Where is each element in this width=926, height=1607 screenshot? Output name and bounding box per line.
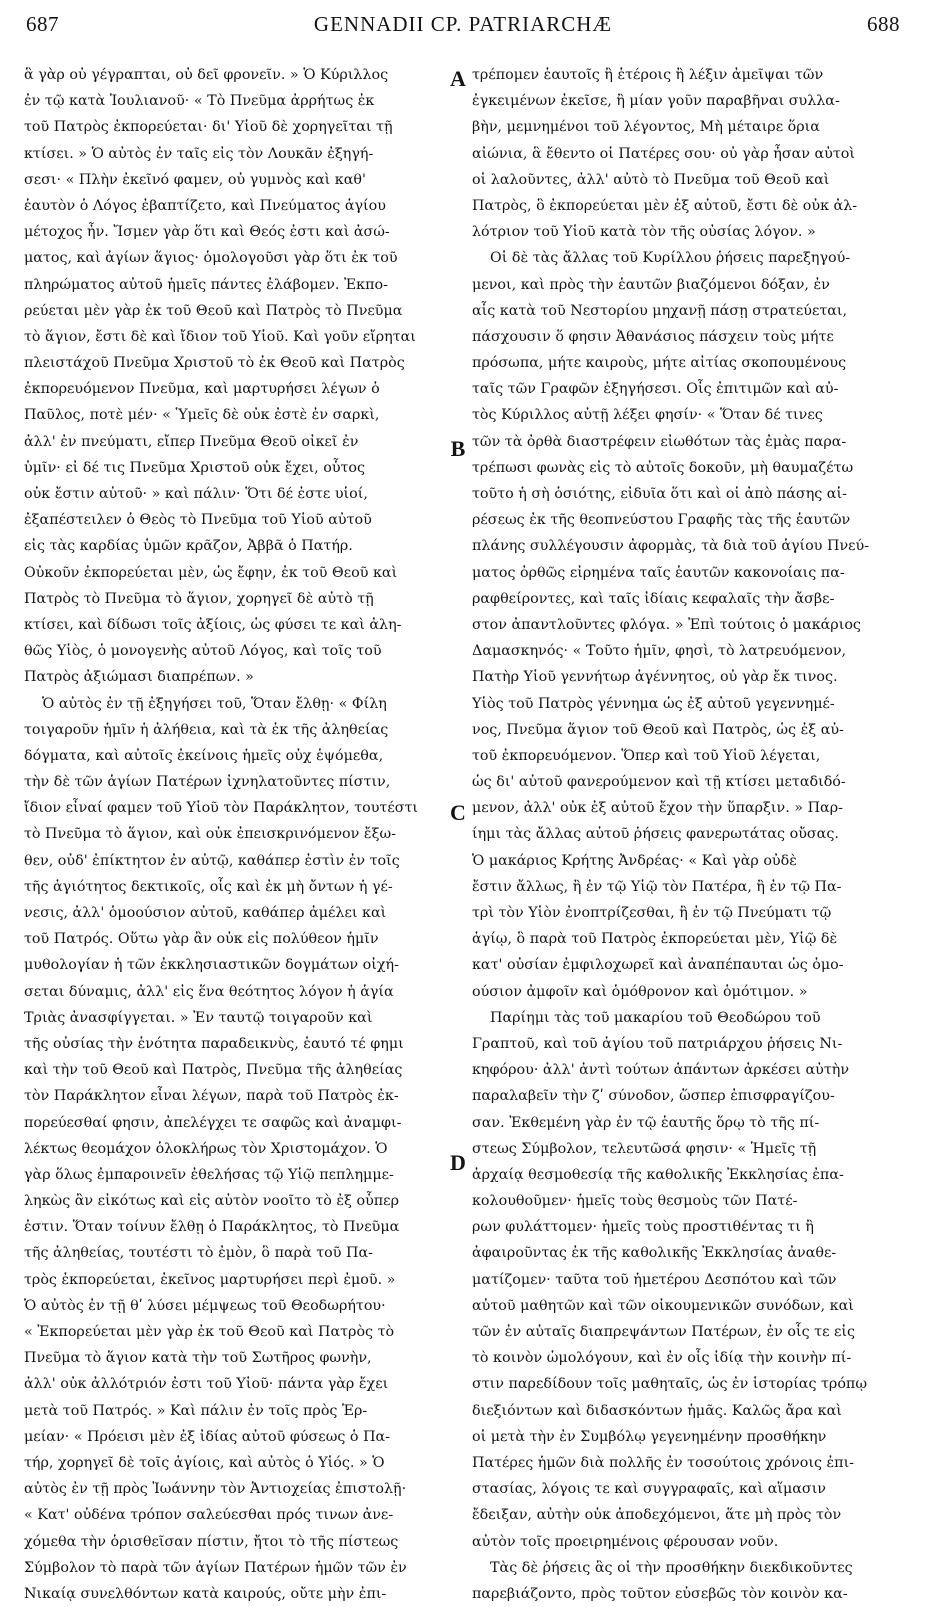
text-line: πορεύεσθαί φησιν, ἀπελέγχει τε σαφῶς καὶ ἀναμφι- — [24, 1114, 402, 1131]
text-line: μενον, ἀλλ' οὐκ ἐξ αὐτοῦ ἔχον τὴν ὕπαρξιν. » Παρ- — [472, 800, 843, 817]
text-line: βὴν, μεμνημένοι τοῦ λέγοντος, Μὴ μέταιρε ὅρια — [472, 119, 820, 136]
text-line: ἀρχαίᾳ θεσμοθεσίᾳ τῆς καθολικῆς Ἐκκλησίας ἐπα- — [472, 1166, 844, 1183]
text-line: χόμεθα τὴν ὁρισθεῖσαν πίστιν, ἤτοι τὸ τῆς πίστεως — [24, 1533, 399, 1550]
text-line: πάσχουσιν ὅ φησιν Ἀθανάσιος πάσχειν τοὺς μήτε — [472, 328, 834, 345]
text-line: κτίσει, καὶ δίδωσι τοῖς ἀξίοις, ὡς φύσει τε καὶ ἀλη- — [24, 616, 402, 633]
text-line: ραφθείροντες, καὶ ταῖς ἰδίαις κεφαλαῖς τὴν ἄσβε- — [472, 590, 835, 607]
text-line: θῶς Υἱὸς, ὁ μονογενὴς αὐτοῦ Λόγος, καὶ τοῖς τοῦ — [24, 643, 382, 660]
text-line: τὸ κοινὸν ὡμολόγουν, καὶ ἐν οἷς ἰδίᾳ τὴν κοινὴν πί- — [472, 1350, 852, 1367]
text-line: τῶν ἐν αὐταῖς διαπρεψάντων Πατέρων, ἐν οἷς τε εἰς — [472, 1324, 856, 1340]
text-line: ἔστιν ἄλλως, ἢ ἐν τῷ Υἱῷ τὸν Πατέρα, ἢ ἐν τῷ Πα- — [472, 878, 842, 895]
text-line: εἰς τὰς καρδίας ὑμῶν κρᾶζον, Ἀββᾶ ὁ Πατήρ. — [24, 538, 353, 555]
section-marker-d: D — [450, 1150, 466, 1175]
text-line: νος, Πνεῦμα ἅγιον τοῦ Θεοῦ καὶ Πατρὸς, ὡς ἐξ αὐ- — [472, 721, 844, 738]
text-line: αὐτὸς ἐν τῇ πρὸς Ἰωάννην τὸν Ἀντιοχείας ἐπιστολῇ· — [24, 1481, 407, 1498]
right-text-column — [472, 62, 906, 1607]
text-line: μείαν· « Πρόεισι μὲν ἐξ ἰδίας αὐτοῦ φύσεως ὁ Πα- — [24, 1428, 391, 1445]
text-line: τῆς ἀληθείας, τουτέστι τὸ ἐμὸν, ὃ παρὰ τοῦ Πα- — [24, 1245, 373, 1262]
text-line: πλάνης συλλέγουσιν ἀφορμὰς, τὰ διὰ τοῦ ἁγίου Πνεύ- — [472, 538, 870, 555]
text-line: πληρώματος αὐτοῦ ἡμεῖς πάντες ἐλάβομεν. Ἐκπο- — [24, 276, 388, 293]
text-line: μενοι, καὶ πρὸς τὴν ἑαυτῶν βιαζόμενοι δόξαν, ἐν — [472, 276, 830, 293]
text-line: Ὁ αὐτὸς ἐν τῇ θʹ λύσει μέμψεως τοῦ Θεοδωρήτου· — [24, 1297, 386, 1314]
text-line: Υἱὸς τοῦ Πατρὸς γέννημα ὡς ἐξ αὐτοῦ γεγεννημέ- — [472, 695, 835, 712]
text-line: τοῦ Πατρός. Οὕτω γὰρ ἂν οὐκ εἰς πολύθεον ἡμῖν — [24, 931, 379, 948]
text-line: αὐτοῦ μαθητῶν καὶ τῶν οἰκουμενικῶν συνόδων, καὶ — [472, 1297, 854, 1314]
text-line: ἔδειξαν, αὐτὴν οὐκ ἀποδεχόμενοι, ἅτε μὴ πρὸς τὸν — [472, 1507, 842, 1524]
text-line: τοιγαροῦν ἡμῖν ἡ ἀλήθεια, καὶ τὰ ἐκ τῆς ἀληθείας — [24, 721, 389, 738]
text-line: αὐτὸν τοῖς προειρημένοις φέρουσαν νοῦν. — [472, 1533, 779, 1550]
text-line: πρόσωπα, μήτε καιροὺς, μήτε αἰτίας σκοπουμένους — [472, 355, 847, 372]
text-line: πλειστάχοῦ Πνεῦμα Χριστοῦ τὸ ἐκ Θεοῦ καὶ Πατρὸς — [24, 355, 405, 372]
text-line: τρέπομεν ἑαυτοῖς ἢ ἑτέροις ἢ λέξιν ἀμεῖψαι τῶν — [472, 67, 824, 83]
text-line: Παρίημι τὰς τοῦ μακαρίου τοῦ Θεοδώρου τοῦ — [490, 1009, 821, 1026]
text-line: ίημι τὰς ἄλλας αὐτοῦ ῥήσεις φανερωτάτας οὔσας. — [472, 826, 839, 843]
text-line: ἐγκειμένων ἐκεῖσε, ἢ μίαν γοῦν παραβῆναι συλλα- — [472, 93, 840, 110]
text-line: Γραπτοῦ, καὶ τοῦ ἁγίου τοῦ πατριάρχου ῥήσεις Νι- — [472, 1035, 843, 1052]
text-line: θεν, οὐδ' ἐπίκτητον ἐν αὐτῷ, καθάπερ ἐστὶν ἐν τοῖς — [24, 852, 400, 869]
text-line: ρέσεως ἐκ τῆς θεοπνεύστου Γραφῆς τὰς τῆς ἑαυτῶν — [472, 512, 851, 529]
left-page-number: 687 — [26, 12, 59, 36]
text-line: τὴν δὲ τῶν ἁγίων Πατέρων ἰχνηλατοῦντες πίστιν, — [24, 774, 391, 791]
text-line: τῶν τὰ ὀρθὰ διαστρέφειν εἰωθότων τὰς ἐμὰς παρα- — [472, 433, 847, 450]
text-line: ούσιον ἀμφοῖν καὶ ὁμόθρονον καὶ ὁμότιμον. » — [472, 983, 808, 1000]
text-line: Νικαίᾳ συνελθόντων κατὰ καιρούς, οὔτε μὴν ἐπι- — [24, 1585, 387, 1602]
text-line: ἐστιν. Ὅταν τοίνυν ἔλθῃ ὁ Παράκλητος, τὸ Πνεῦμα — [24, 1219, 400, 1236]
text-line: τρὸς ἐκπορεύεται, ἐκεῖνος μαρτυρήσει περὶ ἐμοῦ. » — [24, 1271, 396, 1288]
text-line: Οἱ δὲ τὰς ἄλλας τοῦ Κυρίλλου ῥήσεις παρεξηγού- — [490, 250, 851, 267]
text-line: τήρ, χορηγεῖ δὲ τοῖς ἁγίοις, καὶ αὐτὸς ὁ Υἱός. » Ὁ — [24, 1454, 385, 1471]
text-line: σεσι· « Πλὴν ἐκεῖνό φαμεν, οὐ γυμνὸς καὶ καθ' — [24, 171, 366, 188]
text-line: αἷς κατὰ τοῦ Νεστορίου μηχανῇ πάσῃ στρατεύεται, — [472, 302, 848, 319]
text-line: σαν. Ἐκθεμένη γὰρ ἐν τῷ ἑαυτῆς ὅρῳ τὸ τῆς πί- — [472, 1114, 820, 1131]
text-line: κατ' οὐσίαν ἐμφιλοχωρεῖ καὶ ἀναπέπαυται ὡς ὁμο- — [472, 957, 844, 974]
text-line: σεται δύναμις, ἀλλ' εἰς ἕνα θεότητος λόγον ἡ ἁγία — [24, 983, 394, 1000]
text-line: ἑαυτὸν ὁ Λόγος ἐβαπτίζετο, καὶ Πνεύματος ἁγίου — [24, 197, 386, 214]
text-line: Ὁ αὐτὸς ἐν τῇ ἐξηγήσει τοῦ, Ὅταν ἔλθῃ· « Φίλη — [42, 695, 387, 712]
text-line: ὡς δι' αὐτοῦ φανερούμενον καὶ τῇ κτίσει μεταδιδό- — [472, 774, 846, 791]
text-line: λέκτως θεομάχον ὁλοκλήρως τὸν Χριστομάχον. Ὁ — [24, 1140, 388, 1157]
text-line: Πατὴρ Υἱοῦ γεννήτωρ ἀγέννητος, οὐ γὰρ ἔκ τινος. — [472, 669, 838, 686]
text-line: οἱ λαλοῦντες, ἀλλ' αὐτὸ τὸ Πνεῦμα τοῦ Θεοῦ καὶ — [472, 171, 830, 188]
text-line: δόγματα, καὶ αὐτοῖς ἐκείνοις ἡμεῖς οὐχ ἑψόμεθα, — [24, 747, 384, 764]
text-line: ἀλλ' οὐκ ἀλλότριόν ἐστι τοῦ Υἱοῦ· πάντα γὰρ ἔχει — [24, 1376, 389, 1393]
text-line: Πατέρες ἡμῶν διὰ πολλῆς ἐν τοσούτοις χρόνοις ἐπι- — [472, 1454, 855, 1471]
text-line: στεως Σύμβολον, τελευτῶσά φησιν· « Ἡμεῖς τῇ — [472, 1140, 817, 1157]
text-line: κηφόρου· ἀλλ' ἀντὶ τούτων ἁπάντων ἀρκέσει αὐτὴν — [472, 1062, 850, 1079]
text-line: Δαμασκηνός· « Τοῦτο ἡμῖν, φησὶ, τὸ λατρευόμενον, — [472, 643, 847, 660]
text-line: τοῦτο ἡ σὴ ὁσιότης, εἰδυῖα ὅτι καὶ οἱ ἀπὸ πάσης αἱ- — [472, 486, 847, 502]
text-line: Τὰς δὲ ῥήσεις ἃς οἱ τὴν προσθήκην διεκδικοῦντες — [490, 1559, 853, 1576]
text-line: στον ἀπαντλοῦντες φλόγα. » Ἐπὶ τούτοις ὁ μακάριος — [472, 616, 861, 633]
text-line: « Ἐκπορεύεται μὲν γὰρ ἐκ τοῦ Θεοῦ καὶ Πατρὸς τὸ — [24, 1324, 395, 1340]
text-line: ὑμῖν· εἰ δέ τις Πνεῦμα Χριστοῦ οὐκ ἔχει, οὗτος — [24, 459, 366, 476]
text-line: τρὶ τὸν Υἱὸν ἐνοπτρίζεσθαι, ἢ ἐν τῷ Πνεύματι τῷ — [472, 905, 832, 921]
text-line: τρέπωσι φωνὰς εἰς τὸ αὐτοῖς δοκοῦν, μὴ θαυμαζέτω — [472, 459, 854, 476]
text-line: κτίσει. » Ὁ αὐτὸς ἐν ταῖς εἰς τὸν Λουκᾶν ἐξηγή- — [24, 145, 374, 162]
text-line: νεσις, ἀλλ' ὁμοούσιον αὐτοῦ, καθάπερ ἀμέλει καὶ — [24, 905, 387, 921]
text-line: ματίζομεν· ταῦτα τοῦ ἡμετέρου Δεσπότου καὶ τῶν — [472, 1271, 837, 1288]
text-line: καὶ τὴν τοῦ Θεοῦ καὶ Πατρὸς, Πνεῦμα τῆς ἀληθείας — [24, 1062, 403, 1079]
text-line: Παῦλος, ποτὲ μέν· « Ὑμεῖς δὲ οὐκ ἐστὲ ἐν σαρκὶ, — [24, 407, 380, 424]
text-line: Πατρὸς, ὃ ἐκπορεύεται μὲν ἐξ αὐτοῦ, ἔστι δὲ οὐκ ἀλ- — [472, 197, 858, 214]
text-line: ταῖς τῶν Γραφῶν ἐξηγήσεσι. Οἷς ἐπιτιμῶν καὶ αὐ- — [472, 381, 839, 398]
text-line: παρεβιάζοντο, πρὸς τοῦτον εὐσεβῶς τὸν κοινὸν κα- — [472, 1585, 848, 1602]
text-line: οὐκ ἔστιν αὐτοῦ· » καὶ πάλιν· Ὅτι δέ ἐστε υἱοί, — [24, 486, 368, 502]
text-line: ἀλλ' ἐν πνεύματι, εἴπερ Πνεῦμα Θεοῦ οἰκεῖ ἐν — [24, 433, 359, 450]
text-line: μετὰ τοῦ Πατρός. » Καὶ πάλιν ἐν τοῖς πρὸς Ἑρ- — [24, 1402, 368, 1419]
text-line: διεξιόντων καὶ διδασκόντων ἡμᾶς. Καλῶς ἄρα καὶ — [472, 1402, 842, 1419]
text-line: Πατρὸς ἀξιώμασι διαπρέπων. » — [24, 669, 254, 686]
section-marker-a: A — [450, 66, 466, 91]
text-line: Οὐκοῦν ἐκπορεύεται μὲν, ὡς ἔφην, ἐκ τοῦ Θεοῦ καὶ — [24, 564, 398, 581]
text-line: ἐξαπέστειλεν ὁ Θεὸς τὸ Πνεῦμα τοῦ Υἱοῦ αὐτοῦ — [24, 512, 372, 529]
text-line: τοῦ ἐκπορευόμενον. Ὅπερ καὶ τοῦ Υἱοῦ λέγεται, — [472, 747, 821, 764]
text-line: τῆς οὐσίας τὴν ἑνότητα παραδεικνὺς, ἑαυτό τέ φημι — [24, 1035, 404, 1052]
text-line: ματος, καὶ ἁγίων ἅγιος· ὁμολογοῦσι γὰρ ὅτι ἐκ τοῦ — [24, 250, 398, 267]
text-line: ἀφαιροῦντας ἐκ τῆς καθολικῆς Ἐκκλησίας ἀναθε- — [472, 1245, 837, 1262]
text-line: γὰρ ὅλως ἐμπαροινεῖν ἐθελήσας τῷ Υἱῷ πεπλημμε- — [24, 1166, 394, 1183]
text-line: ρων φυλάττομεν· ἡμεῖς τοὺς προστιθέντας τι ἢ — [472, 1219, 814, 1236]
text-line: τὸ Πνεῦμα τὸ ἅγιον, καὶ οὐκ ἐπεισκρινόμενον ἔξω- — [24, 826, 396, 843]
text-line: « Κατ' οὐδένα τρόπον σαλεύεσθαι πρός τινων ἀνε- — [24, 1507, 394, 1524]
section-marker-c: C — [450, 800, 466, 825]
text-line: Ὁ μακάριος Κρήτης Ἀνδρέας· « Καὶ γὰρ οὐδὲ — [472, 852, 797, 869]
text-line: στασίας, λόγοις τε καὶ συγγραφαῖς, καὶ αἵμασιν — [472, 1481, 826, 1498]
text-line: τοῦ Πατρὸς ἐκπορεύεται· δι' Υἱοῦ δὲ χορηγεῖται τῇ — [24, 119, 393, 136]
text-line: αἰώνια, ἃ ἔθεντο οἱ Πατέρες σου· οὐ γὰρ ἦσαν αὐτοὶ — [472, 145, 855, 162]
text-line: ρεύεται μὲν γὰρ ἐκ τοῦ Θεοῦ καὶ Πατρὸς τὸ Πνεῦμα — [24, 302, 403, 319]
text-line: Πατρὸς τὸ Πνεῦμα τὸ ἅγιον, χορηγεῖ δὲ αὐτὸ τῇ — [24, 590, 374, 607]
left-text-column — [24, 62, 460, 1607]
text-line: Τριὰς ἀνασφίγγεται. » Ἐν ταυτῷ τοιγαροῦν καὶ — [24, 1009, 373, 1026]
text-line: τὸς Κύριλλος αὐτῇ λέξει φησίν· « Ὅταν δέ τινες — [472, 407, 823, 424]
text-line: παραλαβεῖν τὴν ζʹ σύνοδον, ὥσπερ ἐπισφραγίζου- — [472, 1088, 835, 1105]
running-title: GENNADII CP. PATRIARCHÆ — [313, 12, 613, 36]
text-line: κολουθοῦμεν· ἡμεῖς τοὺς θεσμοὺς τῶν Πατέ- — [472, 1193, 798, 1210]
text-line: ἃ γὰρ οὐ γέγραπται, οὐ δεῖ φρονεῖν. » Ὁ Κύριλλος — [24, 67, 389, 83]
text-line: τῆς ἁγιότητος δεκτικοῖς, οἷς καὶ ἐκ μὴ ὄντων ἡ γέ- — [24, 878, 393, 895]
text-line: λότριον τοῦ Υἱοῦ κατὰ τὸν τῆς οὐσίας λόγον. » — [472, 224, 816, 241]
text-line: στιν παρεδίδουν τοῖς μαθηταῖς, ὡς ἐν ἱστορίας τρόπῳ — [472, 1376, 867, 1393]
text-line: ἴδιον εἶναί φαμεν τοῦ Υἱοῦ τὸν Παράκλητον, τουτέστι — [24, 800, 419, 817]
right-page-number: 688 — [867, 12, 900, 36]
text-line: μυθολογίαν ἡ τῶν ἐκκλησιαστικῶν δογμάτων οἰχή- — [24, 957, 399, 974]
running-header — [26, 8, 900, 40]
text-line: τὸ ἅγιον, ἔστι δὲ καὶ ἴδιον τοῦ Υἱοῦ. Καὶ γοῦν εἴρηται — [24, 328, 416, 345]
text-line: Πνεῦμα τὸ ἅγιον κατὰ τὴν τοῦ Σωτῆρος φωνὴν, — [24, 1350, 372, 1367]
text-line: ληκὼς ἂν εἰκότως καὶ εἰς αὐτὸν νοοῖτο τὸ ἐξ οὗπερ — [24, 1193, 399, 1210]
text-line: τὸν Παράκλητον εἶναι λέγων, παρὰ τοῦ Πατρὸς ἐκ- — [24, 1088, 399, 1105]
text-line: οἱ μετὰ τὴν ἐν Συμβόλῳ γεγενημένην προσθήκην — [472, 1428, 827, 1445]
text-line: μέτοχος ἦν. Ἴσμεν γὰρ ὅτι καὶ Θεός ἐστι καὶ ἀσώ- — [24, 224, 390, 241]
text-line: ἐν τῷ κατὰ Ἰουλιανοῦ· « Τὸ Πνεῦμα ἀρρήτως ἐκ — [24, 93, 375, 110]
text-line: ματος ὀρθῶς εἰρημένα ταῖς ἑαυτῶν κακονοίαις πα- — [472, 564, 845, 581]
text-line: Σύμβολον τὸ παρὰ τῶν ἁγίων Πατέρων ἡμῶν τῶν ἐν — [24, 1559, 407, 1576]
text-line: ἁγίῳ, ὃ παρὰ τοῦ Πατρὸς ἐκπορεύεται μὲν, Υἱῷ δὲ — [472, 931, 838, 948]
text-line: ἐκπορευόμενον Πνεῦμα, καὶ μαρτυρήσει λέγων ὁ — [24, 381, 380, 398]
section-marker-b: B — [450, 436, 466, 461]
